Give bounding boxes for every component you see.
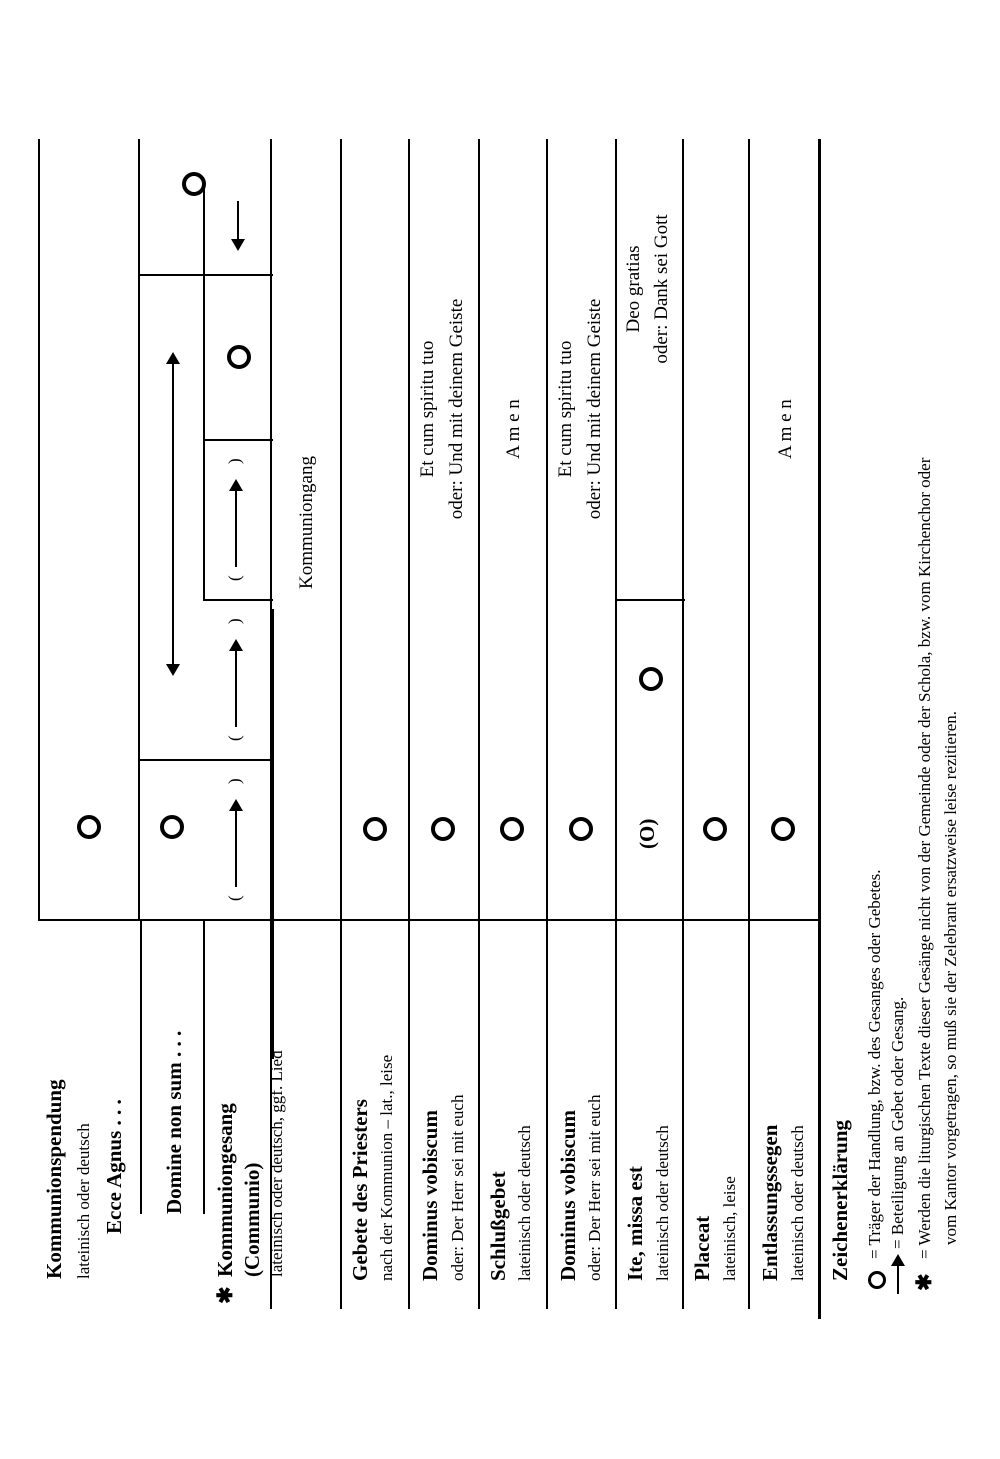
- row-title: (Communio): [240, 1162, 264, 1277]
- circle-icon: [431, 817, 455, 841]
- double-arrow-icon: [172, 354, 174, 674]
- rule: [615, 139, 617, 1309]
- row-subtitle: lateinisch oder deutsch: [788, 1125, 807, 1281]
- arrow-icon: [235, 481, 237, 567]
- row-title: Gebete des Priesters: [348, 1099, 372, 1281]
- row-title: Ecce Agnus . . .: [102, 1099, 126, 1234]
- row-title: Domine non sum . . .: [162, 1030, 186, 1214]
- arrow-icon: [237, 201, 239, 249]
- arrow-icon: [897, 1256, 899, 1294]
- response-line: Et cum spiritu tuo: [555, 340, 576, 478]
- response-line: oder: Dank sei Gott: [651, 214, 672, 364]
- arrow-icon: [235, 801, 237, 887]
- circle-icon: [182, 172, 206, 196]
- row-title: Dominus vobiscum: [556, 1110, 580, 1281]
- row-title: Ite, missa est: [623, 1166, 647, 1281]
- column-divider: [203, 599, 273, 601]
- paren-close: ): [225, 458, 244, 464]
- rule-bottom: [818, 139, 821, 1319]
- paren-open: (: [225, 575, 244, 581]
- response-line: A m e n: [503, 399, 524, 459]
- column-divider: [615, 599, 685, 601]
- rule: [138, 139, 140, 919]
- circle-icon: [868, 1271, 886, 1289]
- paren-close: ): [225, 618, 244, 624]
- arrow-icon: [235, 641, 237, 727]
- column-divider: [138, 274, 273, 276]
- row-title: Entlassungssegen: [758, 1124, 782, 1281]
- row-title: Kommunionspendung: [42, 1079, 66, 1279]
- rule-short: [140, 919, 142, 1214]
- circle-icon: [160, 815, 184, 839]
- column-divider: [203, 439, 273, 441]
- response-line: Deo gratias: [623, 245, 644, 333]
- row-subtitle: lateinisch oder deutsch, ggf. Lied: [267, 1050, 286, 1277]
- response-line: A m e n: [775, 399, 796, 459]
- rule-top: [38, 139, 40, 919]
- row-subtitle: lateinisch, leise: [720, 1176, 739, 1281]
- column-divider: [138, 759, 273, 761]
- legend-line: = Werden die liturgischen Texte dieser Gesänge nicht von der Gemeinde oder der Schola, bzw. vom Kirchenchor oder: [915, 457, 934, 1259]
- optional-circle-label: (O): [635, 818, 659, 849]
- rule: [408, 139, 410, 1309]
- rule: [340, 139, 342, 1309]
- paren-open: (: [225, 735, 244, 741]
- rule-short: [203, 919, 205, 1214]
- circle-icon: [771, 817, 795, 841]
- star-icon: ✱: [213, 1286, 237, 1304]
- legend-line: = Beteiligung an Gebet oder Gesang.: [888, 996, 907, 1249]
- circle-icon: [639, 667, 663, 691]
- row-subtitle: oder: Der Herr sei mit euch: [585, 1094, 604, 1281]
- row-subtitle: oder: Der Herr sei mit euch: [448, 1094, 467, 1281]
- middle-label: Kommuniongang: [296, 456, 317, 589]
- column-divider: [38, 919, 820, 921]
- row-title: Placeat: [690, 1215, 714, 1281]
- row-title: Dominus vobiscum: [418, 1110, 442, 1281]
- paren-close: ): [225, 778, 244, 784]
- circle-icon: [77, 815, 101, 839]
- rule: [546, 139, 548, 1309]
- star-icon: ✱: [912, 1273, 936, 1291]
- row-subtitle: lateinisch oder deutsch: [515, 1125, 534, 1281]
- circle-icon: [569, 817, 593, 841]
- paren-open: (: [225, 895, 244, 901]
- rule-short: [272, 609, 274, 1059]
- circle-icon: [703, 817, 727, 841]
- row-subtitle: nach der Kommunion – lat., leise: [377, 1054, 396, 1281]
- rule: [478, 139, 480, 1309]
- row-title: Schlußgebet: [486, 1171, 510, 1281]
- row-subtitle: lateinisch oder deutsch: [74, 1123, 93, 1279]
- rule: [682, 139, 684, 1309]
- rule-short: [203, 186, 205, 276]
- row-subtitle: lateinisch oder deutsch: [653, 1125, 672, 1281]
- response-line: oder: Und mit deinem Geiste: [446, 298, 467, 520]
- circle-icon: [363, 817, 387, 841]
- circle-icon: [500, 817, 524, 841]
- legend-line: vom Kantor vorgetragen, so muß sie der Zelebrant ersatzweise leise rezitieren.: [941, 710, 960, 1245]
- legend-title: Zeichenerklärung: [828, 1120, 852, 1281]
- response-line: oder: Und mit deinem Geiste: [584, 298, 605, 520]
- legend-line: = Träger der Handlung, bzw. des Gesanges oder Gebetes.: [865, 869, 884, 1259]
- response-line: Et cum spiritu tuo: [417, 340, 438, 478]
- row-title: Kommuniongesang: [213, 1103, 237, 1277]
- rule: [748, 139, 750, 1309]
- circle-icon: [227, 345, 251, 369]
